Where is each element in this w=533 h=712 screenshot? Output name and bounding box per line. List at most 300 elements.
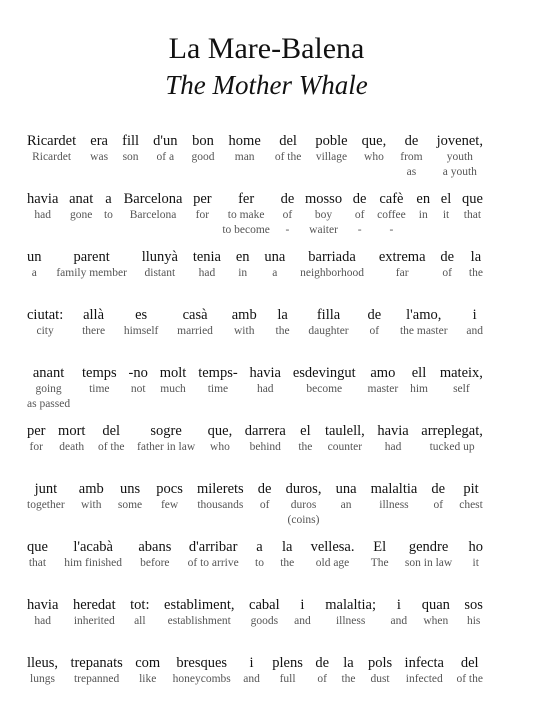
translation-word: and: [390, 615, 408, 627]
translation-word: of: [282, 209, 293, 221]
translation-word: to become: [222, 224, 270, 236]
gloss-word: [298, 422, 312, 455]
source-word: pit: [463, 481, 479, 497]
source-word: darrera: [244, 423, 286, 439]
translation-word: of: [317, 673, 327, 685]
gloss-word: [400, 306, 448, 339]
gloss-word: [250, 364, 281, 397]
gloss-word: [377, 190, 406, 238]
translation-word: establishment: [167, 615, 231, 627]
gloss-word: [27, 190, 58, 223]
translation-word: infected: [405, 673, 443, 685]
source-word: en: [416, 191, 431, 207]
gloss-word: [469, 248, 483, 281]
gloss-word: [456, 654, 483, 687]
gloss-word: [142, 248, 178, 281]
translation-word: had: [198, 267, 216, 279]
source-word: fill: [122, 133, 140, 149]
gloss-word: [379, 248, 426, 281]
translation-word: the: [275, 325, 290, 337]
gloss-word: [400, 132, 422, 180]
gloss-word: [64, 538, 122, 571]
gloss-word: [130, 596, 149, 629]
gloss-word: [129, 364, 148, 397]
gloss-word: [245, 422, 286, 455]
translation-word: -: [357, 224, 362, 236]
source-word: havia: [27, 597, 59, 613]
source-word: d'arribar: [188, 539, 238, 555]
gloss-word: [173, 654, 231, 687]
translation-word: and: [243, 673, 260, 685]
gloss-word: [294, 596, 311, 629]
source-word: jovenet,: [436, 133, 483, 149]
source-word: de: [280, 191, 295, 207]
gloss-line: [27, 248, 483, 306]
translation-word: illness: [335, 615, 366, 627]
source-word: cafè: [379, 191, 404, 207]
translation-word: neighborhood: [300, 267, 364, 279]
translation-word: as: [406, 166, 417, 178]
translation-word: the: [341, 673, 356, 685]
gloss-word: [27, 480, 65, 513]
source-word: amo: [370, 365, 396, 381]
translation-word: like: [139, 673, 157, 685]
source-word: ell: [411, 365, 427, 381]
source-word: fer: [238, 191, 255, 207]
source-word: que,: [207, 423, 233, 439]
source-word: a: [256, 539, 263, 555]
gloss-word: [188, 538, 239, 571]
translation-word: of the: [97, 441, 125, 453]
translation-word: much: [160, 383, 186, 395]
translation-word: of to arrive: [187, 557, 239, 569]
translation-word: daughter: [308, 325, 349, 337]
translation-word: dust: [370, 673, 390, 685]
gloss-word: [371, 480, 418, 513]
source-word: un: [27, 249, 42, 265]
gloss-word: [272, 654, 303, 687]
gloss-line: [27, 480, 483, 538]
translation-word: had: [256, 383, 274, 395]
gloss-word: [468, 538, 483, 571]
gloss-line: [27, 596, 483, 654]
source-word: la: [470, 249, 482, 265]
gloss-word: [73, 596, 116, 629]
gloss-word: [281, 190, 295, 238]
gloss-word: [160, 364, 187, 397]
source-word: Ricardet: [27, 133, 77, 149]
gloss-word: [353, 190, 367, 238]
source-word: i: [472, 307, 477, 323]
gloss-word: [421, 422, 483, 455]
source-word: allà: [83, 307, 105, 323]
source-word: que: [461, 191, 483, 207]
gloss-word: [122, 132, 139, 165]
translation-word: son in law: [404, 557, 453, 569]
gloss-word: [156, 480, 183, 513]
translation-word: from: [400, 151, 423, 163]
translation-word: (coins): [287, 514, 320, 526]
translation-word: tucked up: [429, 441, 475, 453]
source-word: parent: [73, 249, 110, 265]
translation-word: was: [90, 151, 109, 163]
translation-word: gone: [70, 209, 93, 221]
translation-word: who: [210, 441, 230, 453]
translation-word: the: [298, 441, 313, 453]
source-word: de: [315, 655, 329, 671]
source-word: junt: [34, 481, 58, 497]
translation-word: himself: [123, 325, 159, 337]
source-word: trepanats: [70, 655, 123, 671]
translation-word: when: [423, 615, 449, 627]
source-word: de: [404, 133, 419, 149]
source-word: filla: [316, 307, 341, 323]
translation-word: a: [31, 267, 37, 279]
gloss-word: [197, 480, 244, 513]
gloss-line: [27, 538, 483, 596]
source-word: amb: [78, 481, 104, 497]
gloss-word: [462, 190, 483, 223]
source-word: taulell,: [324, 423, 365, 439]
translation-word: good: [191, 151, 215, 163]
source-word: infecta: [404, 655, 444, 671]
gloss-line: [27, 132, 483, 190]
source-word: es: [135, 307, 148, 323]
gloss-word: [82, 364, 117, 397]
gloss-word: [264, 248, 285, 281]
translation-word: his: [466, 615, 481, 627]
source-word: arreplegat,: [421, 423, 483, 439]
gloss-word: [192, 132, 215, 165]
translation-word: of: [369, 325, 380, 337]
gloss-word: [431, 480, 445, 513]
gloss-word: [391, 596, 408, 629]
source-word: casà: [182, 307, 208, 323]
gloss-word: [69, 190, 93, 223]
translation-word: for: [29, 441, 43, 453]
source-word: abans: [138, 539, 172, 555]
source-word: l'amo,: [406, 307, 442, 323]
gloss-word: [90, 132, 108, 165]
source-word: -no: [128, 365, 148, 381]
gloss-word: [300, 248, 364, 281]
translation-word: -: [389, 224, 394, 236]
gloss-word: [341, 654, 355, 687]
translation-word: not: [130, 383, 146, 395]
source-word: pols: [367, 655, 393, 671]
gloss-word: [293, 364, 356, 397]
gloss-word: [276, 306, 290, 339]
source-word: com: [135, 655, 161, 671]
translation-word: had: [384, 441, 402, 453]
translation-word: old age: [315, 557, 350, 569]
gloss-word: [229, 132, 261, 165]
gloss-word: [27, 364, 70, 412]
translation-word: a youth: [442, 166, 477, 178]
translation-word: inherited: [73, 615, 115, 627]
source-word: havia: [249, 365, 281, 381]
source-word: temps: [82, 365, 117, 381]
translation-word: of the: [274, 151, 302, 163]
translation-word: to: [255, 557, 264, 569]
source-word: malaltia;: [325, 597, 377, 613]
gloss-word: [222, 190, 270, 238]
source-word: mort: [58, 423, 86, 439]
source-word: anat: [69, 191, 94, 207]
source-word: per: [193, 191, 212, 207]
translation-word: self: [453, 383, 470, 395]
translation-word: boy: [314, 209, 333, 221]
gloss-word: [367, 306, 381, 339]
source-word: extrema: [378, 249, 426, 265]
translation-word: time: [207, 383, 229, 395]
gloss-line: [27, 190, 483, 248]
source-word: pocs: [156, 481, 183, 497]
translation-word: in: [418, 209, 428, 221]
translation-word: Ricardet: [32, 151, 72, 163]
translation-word: of a: [156, 151, 175, 163]
translation-word: an: [340, 499, 352, 511]
translation-word: goods: [250, 615, 279, 627]
translation-word: to make: [227, 209, 265, 221]
source-word: de: [440, 249, 455, 265]
source-word: de: [257, 481, 272, 497]
translation-word: of: [259, 499, 270, 511]
gloss-word: [368, 364, 399, 397]
translation-word: Barcelona: [129, 209, 177, 221]
translation-word: had: [34, 615, 51, 627]
translation-word: that: [28, 557, 47, 569]
source-word: el: [440, 191, 452, 207]
gloss-word: [27, 654, 58, 687]
gloss-word: [377, 422, 408, 455]
source-word: molt: [159, 365, 187, 381]
translation-word: youth: [446, 151, 473, 163]
source-word: que,: [361, 133, 387, 149]
source-word: de: [352, 191, 367, 207]
gloss-word: [416, 190, 430, 223]
translation-word: village: [315, 151, 348, 163]
gloss-word: [308, 306, 348, 339]
gloss-line: [27, 654, 483, 712]
source-word: tenia: [192, 249, 221, 265]
translation-word: him: [410, 383, 428, 395]
gloss-word: [325, 422, 365, 455]
gloss-word: [27, 422, 46, 455]
translation-word: full: [279, 673, 296, 685]
source-word: ciutat:: [27, 307, 64, 323]
gloss-word: [198, 364, 237, 397]
gloss-word: [56, 248, 127, 281]
source-word: El: [373, 539, 387, 555]
source-word: uns: [119, 481, 141, 497]
gloss-word: [98, 422, 125, 455]
gloss-word: [410, 364, 428, 397]
translation-word: of: [442, 267, 452, 279]
translation-word: him finished: [64, 557, 123, 569]
gloss-word: [440, 364, 483, 397]
source-word: cabal: [249, 597, 280, 613]
source-word: heredat: [72, 597, 116, 613]
source-word: i: [396, 597, 401, 613]
translation-word: for: [195, 209, 210, 221]
translation-word: waiter: [309, 224, 338, 236]
gloss-word: [466, 306, 483, 339]
translation-word: illness: [379, 499, 409, 511]
source-word: de: [431, 481, 446, 497]
source-word: sogre: [150, 423, 182, 439]
gloss-word: [368, 654, 392, 687]
source-word: la: [343, 655, 354, 671]
gloss-word: [275, 132, 302, 165]
gloss-word: [232, 306, 257, 339]
translation-word: coffee: [377, 209, 406, 221]
translation-word: it: [472, 557, 479, 569]
source-word: bresques: [176, 655, 228, 671]
gloss-word: [104, 190, 113, 223]
translation-word: far: [395, 267, 409, 279]
source-word: d'un: [153, 133, 178, 149]
source-word: duros,: [285, 481, 322, 497]
gloss-word: [371, 538, 389, 571]
source-word: per: [27, 423, 46, 439]
translation-word: time: [89, 383, 110, 395]
gloss-word: [236, 248, 250, 281]
translation-word: married: [177, 325, 213, 337]
source-word: ho: [468, 539, 483, 555]
gloss-word: [315, 132, 347, 165]
source-word: plens: [272, 655, 303, 671]
source-word: esdevingut: [292, 365, 356, 381]
translation-word: duros: [290, 499, 317, 511]
gloss-word: [27, 596, 58, 629]
gloss-word: [280, 538, 294, 571]
translation-word: of: [433, 499, 444, 511]
translation-word: together: [27, 499, 65, 511]
source-word: temps-: [198, 365, 238, 381]
translation-word: death: [59, 441, 85, 453]
gloss-word: [258, 480, 272, 513]
gloss-word: [164, 596, 234, 629]
gloss-word: [58, 422, 85, 455]
translation-word: family member: [56, 267, 127, 279]
gloss-word: [405, 654, 444, 687]
translation-word: counter: [327, 441, 363, 453]
source-word: la: [277, 307, 288, 323]
gloss-word: [243, 654, 260, 687]
translation-word: the: [468, 267, 483, 279]
source-word: establiment,: [164, 597, 235, 613]
source-word: sos: [464, 597, 483, 613]
source-word: vellesa.: [310, 539, 355, 555]
gloss-word: [255, 538, 264, 571]
gloss-word: [124, 306, 159, 339]
source-word: gendre: [408, 539, 449, 555]
interlinear-text: [27, 132, 483, 712]
gloss-word: [153, 132, 177, 165]
gloss-word: [27, 248, 42, 281]
translation-word: the master: [399, 325, 448, 337]
gloss-line: [27, 422, 483, 480]
translation-word: few: [160, 499, 179, 511]
gloss-word: [138, 538, 171, 571]
translation-word: lungs: [30, 673, 55, 685]
translation-word: to: [103, 209, 113, 221]
translation-word: with: [234, 325, 255, 337]
translation-word: man: [234, 151, 255, 163]
translation-word: the: [280, 557, 295, 569]
gloss-word: [193, 248, 221, 281]
translation-word: who: [364, 151, 384, 163]
translation-word: there: [82, 325, 106, 337]
translation-word: a: [272, 267, 278, 279]
translation-word: distant: [144, 267, 176, 279]
translation-word: before: [140, 557, 170, 569]
source-word: bon: [192, 133, 214, 149]
translation-word: become: [306, 383, 343, 395]
gloss-word: [208, 422, 233, 455]
gloss-word: [286, 480, 322, 528]
gloss-word: [464, 596, 483, 629]
gloss-word: [124, 190, 183, 223]
translation-word: had: [34, 209, 51, 221]
source-word: que: [27, 539, 48, 555]
gloss-word: [325, 596, 376, 629]
translation-word: The: [370, 557, 389, 569]
translation-word: and: [294, 615, 311, 627]
translation-word: some: [117, 499, 143, 511]
translation-word: chest: [459, 499, 483, 511]
source-word: una: [264, 249, 286, 265]
gloss-word: [79, 480, 104, 513]
gloss-word: [437, 132, 483, 180]
translation-word: honeycombs: [172, 673, 231, 685]
source-word: a: [105, 191, 112, 207]
source-word: mosso: [305, 191, 343, 207]
source-word: i: [300, 597, 305, 613]
translation-word: -: [285, 224, 290, 236]
gloss-word: [459, 480, 483, 513]
gloss-word: [249, 596, 280, 629]
translation-word: and: [466, 325, 483, 337]
gloss-word: [27, 538, 48, 571]
gloss-word: [27, 306, 63, 339]
page-title: La Mare-Balena: [168, 32, 365, 65]
page-subtitle: The Mother Whale: [165, 70, 368, 100]
source-word: tot:: [130, 597, 150, 613]
source-word: milerets: [196, 481, 244, 497]
gloss-line: [27, 364, 483, 422]
source-word: de: [367, 307, 382, 323]
source-word: havia: [377, 423, 409, 439]
translation-word: with: [81, 499, 102, 511]
source-word: lleus,: [27, 655, 59, 671]
source-word: en: [235, 249, 250, 265]
source-word: la: [282, 539, 293, 555]
source-word: malaltia: [370, 481, 418, 497]
translation-word: thousands: [197, 499, 244, 511]
source-word: home: [228, 133, 261, 149]
translation-word: behind: [249, 441, 281, 453]
translation-word: city: [36, 325, 54, 337]
source-word: amb: [231, 307, 257, 323]
translation-word: as passed: [27, 398, 71, 410]
gloss-word: [311, 538, 355, 571]
source-word: del: [102, 423, 121, 439]
source-word: una: [335, 481, 357, 497]
source-word: Barcelona: [123, 191, 183, 207]
source-word: havia: [27, 191, 59, 207]
